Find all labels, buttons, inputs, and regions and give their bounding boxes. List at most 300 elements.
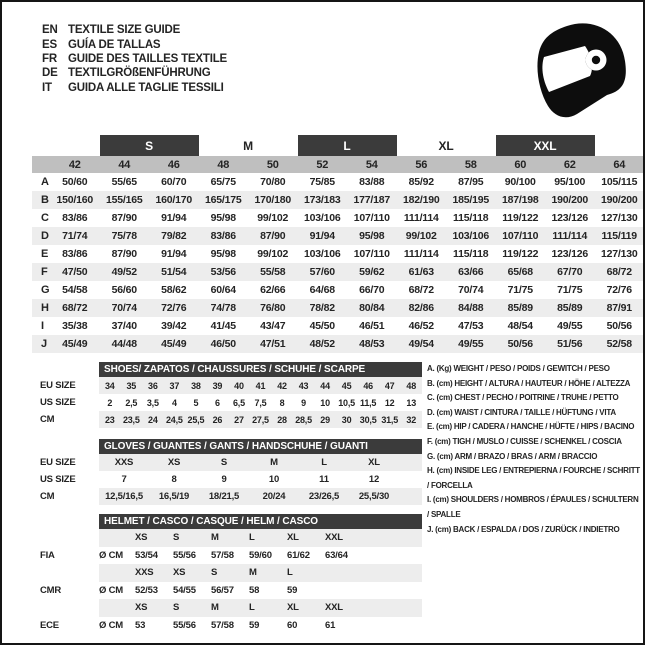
- size-label-cell: XS: [173, 567, 186, 579]
- measurement-cell: 83/86: [62, 248, 88, 260]
- measurement-cell: 160/170: [155, 194, 193, 206]
- value-cell: XL: [368, 457, 380, 468]
- size-label-cell: XXL: [325, 532, 343, 544]
- table-row: [32, 411, 422, 428]
- measurement-cell: 70/74: [111, 302, 137, 314]
- value-cell: 52/53: [135, 584, 158, 596]
- size-label-cell: L: [249, 532, 255, 544]
- size-column-header: 54: [365, 158, 378, 171]
- language-code: FR: [42, 52, 57, 65]
- value-cell: 7: [121, 474, 127, 485]
- size-label-cell: M: [211, 532, 219, 544]
- racing-helmet-icon: [530, 18, 630, 132]
- measurement-cell: 48/52: [309, 338, 335, 350]
- measurement-cell: 67/70: [557, 266, 583, 278]
- value-cell: 32: [406, 414, 417, 425]
- measurement-cell: 185/195: [452, 194, 490, 206]
- value-cell: 61/62: [287, 549, 310, 561]
- measurement-cell: 56/60: [111, 284, 137, 296]
- size-column-header: 64: [613, 158, 626, 171]
- measurement-cell: 58/62: [161, 284, 187, 296]
- measurement-cell: 50/60: [62, 176, 88, 188]
- measurement-cell: 123/126: [551, 212, 589, 224]
- size-group-label: S: [100, 135, 199, 156]
- legend-item: C. (cm) CHEST / PECHO / POITRINE / TRUHE / PETTO: [427, 393, 619, 403]
- measurement-cell: 57/60: [309, 266, 335, 278]
- row-values: [99, 411, 422, 428]
- language-title-row: [42, 81, 227, 95]
- value-cell: 24: [148, 414, 158, 425]
- measurement-cell: 87/90: [260, 230, 286, 242]
- measurement-cell: 52/58: [606, 338, 632, 350]
- value-cell: 25,5: [187, 414, 205, 425]
- value-cell: 57/58: [211, 549, 234, 561]
- size-column-header: 50: [266, 158, 279, 171]
- measurement-cell: 91/94: [309, 230, 335, 242]
- measurement-cell: 87/91: [606, 302, 632, 314]
- value-cell: 16,5/19: [158, 491, 190, 502]
- measurement-cell: 99/102: [257, 212, 289, 224]
- measurement-cell: 111/114: [403, 212, 439, 224]
- measurement-cell: 190/200: [551, 194, 589, 206]
- language-title-row: [42, 37, 227, 51]
- row-values: [99, 599, 422, 617]
- measurement-cell: 103/106: [452, 230, 490, 242]
- table-row: [32, 394, 422, 411]
- value-cell: 6,5: [232, 397, 245, 408]
- value-cell: 28: [277, 414, 287, 425]
- size-label-cell: L: [249, 602, 255, 614]
- value-cell: 59: [249, 619, 260, 631]
- measurement-cell: 46/52: [408, 320, 434, 332]
- measurement-cell: 83/86: [210, 230, 236, 242]
- measurement-cell: 187/198: [501, 194, 539, 206]
- value-cell: 47: [384, 380, 395, 391]
- measurement-cell: 49/52: [111, 266, 137, 278]
- value-cell: 55/56: [173, 549, 196, 561]
- measurement-cell: 115/119: [601, 230, 637, 242]
- value-cell: 42: [277, 380, 287, 391]
- measurement-cell: 190/200: [600, 194, 638, 206]
- row-values: [99, 454, 422, 471]
- value-cell: 59: [287, 584, 298, 596]
- gloves-size-table: [32, 439, 422, 505]
- size-label-cell: S: [211, 567, 218, 579]
- measurement-cell: 155/165: [105, 194, 143, 206]
- row-label: CM: [40, 414, 55, 425]
- size-column-header: 44: [118, 158, 131, 171]
- measurement-cell: 48/54: [507, 320, 533, 332]
- language-title-row: [42, 23, 227, 37]
- value-cell: 12,5/16,5: [105, 491, 143, 502]
- measurement-cell: 123/126: [551, 248, 589, 260]
- measurement-cell: 71/75: [557, 284, 583, 296]
- garment-size-table: [32, 135, 644, 353]
- measurement-cell: 47/51: [260, 338, 286, 350]
- corner-cell: [32, 156, 50, 173]
- size-label-cell: L: [287, 567, 293, 579]
- size-group-header-row: [32, 135, 644, 156]
- measurement-cell: 47/53: [458, 320, 484, 332]
- measurement-cell: 119/122: [502, 212, 539, 224]
- gloves-table-title: GLOVES / GUANTES / GANTS / HANDSCHUHE / GUANTI: [99, 439, 422, 454]
- measurement-cell: 74/78: [210, 302, 236, 314]
- measurement-cell: 50/56: [507, 338, 533, 350]
- value-cell: 45: [341, 380, 352, 391]
- value-cell: 39: [212, 380, 223, 391]
- language-title-row: [42, 52, 227, 66]
- measurement-cell: 48/53: [359, 338, 385, 350]
- size-group-label: XL: [438, 138, 454, 153]
- measurement-cell: 95/98: [359, 230, 385, 242]
- row-label: US SIZE: [40, 397, 76, 408]
- value-cell: 44: [320, 380, 330, 391]
- measurement-cell: 95/100: [554, 176, 586, 188]
- measurement-cell: 70/74: [458, 284, 484, 296]
- value-cell: 23: [104, 414, 115, 425]
- guide-title-text: TEXTILGRÖßENFÜHRUNG: [68, 67, 211, 80]
- measurement-cell: 173/183: [303, 194, 341, 206]
- measurement-cell: 127/130: [600, 212, 638, 224]
- value-cell: 30,5: [359, 414, 377, 425]
- size-column-header: 52: [316, 158, 329, 171]
- helmet-size-header-row: [32, 599, 422, 617]
- value-cell: 46: [363, 380, 373, 391]
- guide-title-text: GUÍA DE TALLAS: [68, 38, 161, 51]
- size-column-header: 58: [464, 158, 477, 171]
- row-values: [99, 377, 422, 394]
- measurement-cell: 39/42: [161, 320, 187, 332]
- measurement-cell: 54/58: [62, 284, 88, 296]
- helmet-table-title: HELMET / CASCO / CASQUE / HELM / CASCO: [99, 514, 422, 529]
- measurement-cell: 41/45: [210, 320, 236, 332]
- value-cell: 18/21,5: [208, 491, 240, 502]
- measurement-cell: 78/82: [309, 302, 335, 314]
- value-cell: 59/60: [249, 549, 272, 561]
- measurement-cell: 84/88: [458, 302, 484, 314]
- legend-item: J. (cm) BACK / ESPALDA / DOS / ZURÜCK / INDIETRO: [427, 524, 620, 534]
- measurement-cell: 115/118: [453, 248, 489, 260]
- measurement-cell: 107/110: [502, 230, 539, 242]
- value-cell: 29: [320, 414, 330, 425]
- guide-title-text: TEXTILE SIZE GUIDE: [68, 24, 181, 37]
- row-letter-label: D: [41, 230, 49, 242]
- row-letter-label: A: [41, 176, 49, 188]
- row-label: EU SIZE: [40, 380, 76, 391]
- measurement-cell: 99/102: [405, 230, 437, 242]
- value-cell: 60: [287, 619, 298, 631]
- measurement-cell: 75/85: [309, 176, 335, 188]
- value-cell: XXS: [114, 457, 134, 468]
- value-cell: 55/56: [173, 619, 196, 631]
- value-cell: 43: [298, 380, 309, 391]
- measurement-cell: 85/89: [557, 302, 583, 314]
- legend-item: A. (Kg) WEIGHT / PESO / POIDS / GEWITCH / PESO: [427, 364, 610, 373]
- measurement-cell: 111/114: [403, 248, 439, 260]
- helmet-value-row: [32, 582, 422, 600]
- measurement-cell: 182/190: [402, 194, 440, 206]
- numeric-size-header-row: [32, 156, 644, 173]
- size-column-header: 60: [514, 158, 527, 171]
- measurement-cell: 95/98: [210, 248, 236, 260]
- row-letter-label: F: [41, 266, 48, 278]
- size-column-header: 42: [68, 158, 81, 171]
- size-label-cell: S: [173, 602, 180, 614]
- row-values: [99, 488, 422, 505]
- measurement-cell: 61/63: [408, 266, 434, 278]
- value-cell: 61: [325, 619, 336, 631]
- value-cell: 54/55: [173, 584, 196, 596]
- measurement-cell: 165/175: [204, 194, 242, 206]
- measurement-cell: 103/106: [303, 212, 341, 224]
- measurement-cell: 65/75: [210, 176, 236, 188]
- value-cell: 2: [107, 397, 113, 408]
- measurement-cell: 55/58: [260, 266, 286, 278]
- measurement-cell: 64/68: [309, 284, 335, 296]
- standard-label: FIA: [40, 549, 55, 561]
- measurement-cell: 95/98: [210, 212, 236, 224]
- measurement-cell: 99/102: [257, 248, 289, 260]
- value-cell: 34: [104, 380, 115, 391]
- guide-title-text: GUIDA ALLE TAGLIE TESSILI: [68, 81, 224, 94]
- value-cell: 6: [215, 397, 220, 408]
- measurement-cell: 68/72: [408, 284, 434, 296]
- shoes-size-table: [32, 362, 422, 428]
- table-row: [32, 173, 644, 191]
- measurement-cell: 50/56: [606, 320, 632, 332]
- value-cell: 3,5: [146, 397, 159, 408]
- value-cell: 7,5: [254, 397, 267, 408]
- measurement-cell: 49/54: [408, 338, 434, 350]
- row-letter-label: J: [41, 338, 47, 350]
- size-column-header: 48: [217, 158, 230, 171]
- standard-label: CMR: [40, 584, 62, 596]
- measurement-cell: 49/55: [458, 338, 484, 350]
- row-letter-label: B: [41, 194, 49, 206]
- measurement-cell: 68/72: [62, 302, 88, 314]
- size-label-cell: XL: [287, 532, 299, 544]
- size-group-label: M: [243, 138, 253, 153]
- value-cell: 27,5: [252, 414, 269, 425]
- language-title-list: [42, 23, 227, 95]
- measurement-cell: 115/118: [453, 212, 489, 224]
- measurement-cell: 150/160: [56, 194, 94, 206]
- table-row: [32, 281, 644, 299]
- row-values: [99, 529, 422, 547]
- value-cell: L: [321, 457, 327, 468]
- size-group-label: XXL: [496, 135, 595, 156]
- value-cell: 4: [171, 397, 177, 408]
- measurement-cell: 107/110: [353, 248, 390, 260]
- size-column-header: 46: [167, 158, 180, 171]
- size-label-cell: M: [211, 602, 219, 614]
- measurement-cell: 87/95: [458, 176, 484, 188]
- value-cell: 10: [320, 397, 330, 408]
- size-label-cell: XS: [135, 602, 148, 614]
- helmet-value-row: [32, 547, 422, 565]
- row-label: US SIZE: [40, 474, 76, 485]
- measurement-cell: 82/86: [408, 302, 434, 314]
- value-cell: 9: [221, 474, 227, 485]
- value-cell: 10,5: [338, 397, 355, 408]
- legend-item: E. (cm) HIP / CADERA / HANCHE / HÜFTE / HIPS / BACINO: [427, 422, 635, 432]
- legend-item: I. (cm) SHOULDERS / HOMBROS / ÉPAULES / SCHULTERN / SPALLE: [427, 495, 639, 519]
- measurement-cell: 91/94: [161, 248, 187, 260]
- row-letter-label: H: [41, 302, 49, 314]
- measurement-cell: 107/110: [353, 212, 390, 224]
- language-title-row: [42, 66, 227, 80]
- legend-item: D. (cm) WAIST / CINTURA / TAILLE / HÜFTUNG / VITA: [427, 407, 616, 417]
- value-cell: 36: [148, 380, 158, 391]
- row-values: [99, 564, 422, 582]
- row-values: [99, 394, 422, 411]
- legend-item: B. (cm) HEIGHT / ALTURA / HAUTEUR / HÖHE / ALTEZZA: [427, 378, 631, 388]
- row-values: [99, 617, 422, 635]
- table-row: [32, 335, 644, 353]
- measurement-cell: 90/100: [504, 176, 536, 188]
- measurement-cell: 45/50: [309, 320, 335, 332]
- value-cell: 10: [268, 474, 280, 485]
- value-cell: 5: [193, 397, 199, 408]
- measurement-cell: 44/48: [111, 338, 137, 350]
- value-cell: 28,5: [295, 414, 312, 425]
- value-cell: 58: [249, 584, 260, 596]
- measurement-cell: 127/130: [600, 248, 638, 260]
- measurement-cell: 76/80: [260, 302, 286, 314]
- helmet-size-header-row: [32, 529, 422, 547]
- measurement-cell: 177/187: [353, 194, 391, 206]
- measurement-cell: 103/106: [303, 248, 341, 260]
- value-cell: 27: [234, 414, 244, 425]
- measurement-cell: 55/65: [111, 176, 137, 188]
- value-cell: 53/54: [135, 549, 158, 561]
- value-cell: 63/64: [325, 549, 348, 561]
- row-letter-label: G: [41, 284, 50, 296]
- legend-item: F. (cm) TIGH / MUSLO / CUISSE / SCHENKEL / COSCIA: [427, 436, 622, 446]
- value-cell: 24,5: [166, 414, 183, 425]
- measurement-cell: 83/88: [359, 176, 385, 188]
- size-label-cell: M: [249, 567, 257, 579]
- measurement-cell: 65/68: [507, 266, 533, 278]
- standard-label: ECE: [40, 619, 59, 631]
- row-label: CM: [40, 491, 55, 502]
- table-row: [32, 245, 644, 263]
- table-row: [32, 454, 422, 471]
- value-cell: 8: [171, 474, 177, 485]
- measurement-cell: 60/70: [161, 176, 187, 188]
- measurement-cell: 63/66: [458, 266, 484, 278]
- measurement-cell: 70/80: [260, 176, 286, 188]
- value-cell: 48: [406, 380, 417, 391]
- value-cell: 38: [191, 380, 201, 391]
- table-row: [32, 471, 422, 488]
- value-cell: 37: [169, 380, 180, 391]
- value-cell: M: [270, 457, 278, 468]
- measurement-cell: 72/76: [161, 302, 187, 314]
- measurement-cell: 71/74: [62, 230, 88, 242]
- language-code: IT: [42, 81, 52, 94]
- diameter-unit-label: Ø CM: [99, 619, 124, 631]
- row-values: [99, 547, 422, 565]
- size-column-header: 56: [415, 158, 428, 171]
- value-cell: 26: [212, 414, 223, 425]
- language-code: EN: [42, 24, 58, 37]
- measurement-cell: 75/78: [111, 230, 137, 242]
- table-row: [32, 227, 644, 245]
- measurement-cell: 85/92: [408, 176, 434, 188]
- diameter-unit-label: Ø CM: [99, 584, 124, 596]
- measurement-cell: 46/51: [359, 320, 385, 332]
- value-cell: 56/57: [211, 584, 234, 596]
- measurement-cell: 91/94: [161, 212, 187, 224]
- value-cell: 2,5: [125, 397, 138, 408]
- measurement-cell: 49/55: [557, 320, 583, 332]
- row-letter-label: E: [41, 248, 49, 260]
- helmet-rows: [32, 529, 422, 634]
- size-label-cell: XS: [135, 532, 148, 544]
- measurement-cell: 105/115: [601, 176, 638, 188]
- value-cell: 23,5: [122, 414, 140, 425]
- measurement-cell: 72/76: [606, 284, 632, 296]
- measurement-rows: [32, 173, 644, 353]
- measurement-cell: 79/82: [161, 230, 187, 242]
- measurement-cell: 87/90: [111, 248, 137, 260]
- value-cell: 8: [279, 397, 285, 408]
- size-label-cell: XL: [287, 602, 299, 614]
- measurement-cell: 45/49: [62, 338, 88, 350]
- value-cell: 11,5: [360, 397, 377, 408]
- measurement-cell: 60/64: [210, 284, 236, 296]
- value-cell: 12: [368, 474, 380, 485]
- value-cell: 9: [301, 397, 306, 408]
- value-cell: 11: [319, 474, 329, 485]
- guide-title-text: GUIDE DES TAILLES TEXTILE: [68, 52, 227, 65]
- value-cell: 41: [255, 380, 266, 391]
- legend-item: G. (cm) ARM / BRAZO / BRAS / ARM / BRACCIO: [427, 451, 598, 461]
- value-cell: 25,5/30: [358, 491, 390, 502]
- value-cell: 20/24: [262, 491, 286, 502]
- gloves-rows: [32, 454, 422, 505]
- measurement-legend: [427, 362, 641, 537]
- table-row: [32, 209, 644, 227]
- measurement-cell: 46/50: [210, 338, 236, 350]
- table-row: [32, 377, 422, 394]
- measurement-cell: 59/62: [359, 266, 385, 278]
- measurement-cell: 80/84: [359, 302, 385, 314]
- measurement-cell: 37/40: [111, 320, 137, 332]
- measurement-cell: 66/70: [359, 284, 385, 296]
- measurement-cell: 111/114: [552, 230, 588, 242]
- accessory-size-tables: [32, 362, 422, 634]
- value-cell: S: [220, 457, 228, 468]
- measurement-cell: 51/56: [557, 338, 583, 350]
- value-cell: 57/58: [211, 619, 234, 631]
- measurement-cell: 43/47: [260, 320, 286, 332]
- value-cell: 31,5: [381, 414, 399, 425]
- value-cell: 23/26,5: [308, 491, 340, 502]
- table-row: [32, 263, 644, 281]
- measurement-cell: 47/50: [62, 266, 88, 278]
- measurement-cell: 85/89: [507, 302, 533, 314]
- measurement-cell: 68/72: [606, 266, 632, 278]
- measurement-cell: 51/54: [161, 266, 187, 278]
- table-row: [32, 488, 422, 505]
- value-cell: XS: [167, 457, 181, 468]
- language-code: ES: [42, 38, 57, 51]
- measurement-cell: 170/180: [254, 194, 292, 206]
- language-code: DE: [42, 67, 58, 80]
- value-cell: 40: [234, 380, 244, 391]
